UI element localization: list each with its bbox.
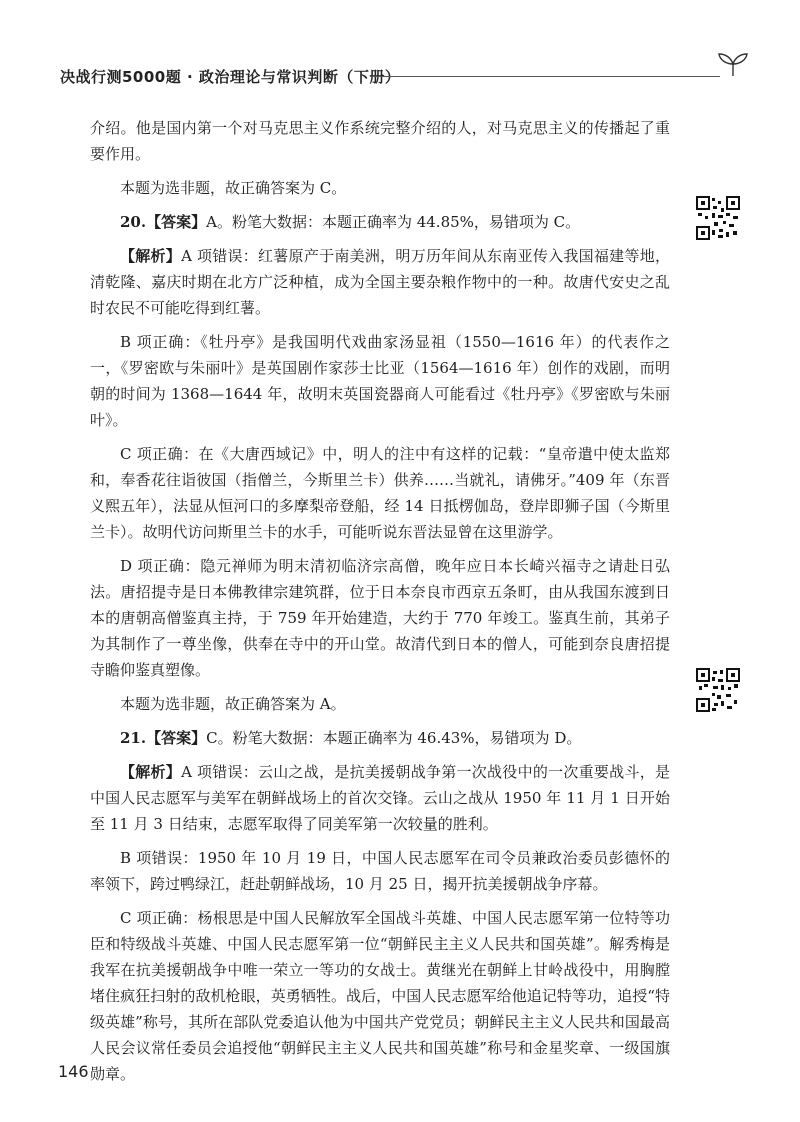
paragraph: C 项正确：在《大唐西域记》中，明人的注中有这样的记载：“皇帝遣中使太监郑和，奉香花往诣彼国（指僧兰，今斯里兰卡）供养……当就礼，请佛牙。”409 年（东晋义熙五年），法显从恒河口的多摩梨帝登船，经 14 日抵楞伽岛，登岸即狮子国（今斯里兰卡）。故明代访问斯里兰卡的水手，可能听说东晋法显曾在这里游学。 xyxy=(90,445,670,541)
paragraph: B 项错误：1950 年 10 月 19 日，中国人民志愿军在司令员兼政治委员彭德怀的率领下，跨过鸭绿江，赶赴朝鲜战场，10 月 25 日，揭开抗美援朝战争序幕。 xyxy=(90,849,670,893)
analysis-20: 【解析】A 项错误：红薯原产于南美洲，明万历年间从东南亚传入我国福建等地，清乾隆、嘉庆时期在北方广泛种植，成为全国主要杂粮作物中的一种。故唐代安史之乱时农民不可能吃得到红薯。 xyxy=(90,247,670,317)
paragraph: C 项正确：杨根思是中国人民解放军全国战斗英雄、中国人民志愿军第一位特等功臣和特级战斗英雄、中国人民志愿军第一位“朝鲜民主主义人民共和国英雄”。解秀梅是我军在抗美援朝战争中唯一荣立一等功的女战士。黄继光在朝鲜上甘岭战役中，用胸膛堵住疯狂扫射的敌机枪眼，英勇牺牲。战后，中国人民志愿军给他追记特等功，追授“特级英雄”称号，其所在部队党委追认他为中国共产党党员；朝鲜民主主义人民共和国最高人民会议常任委员会追授他“朝鲜民主主义人民共和国英雄”称号和金星奖章、一级国旗勋章。 xyxy=(90,909,670,1083)
paragraph: B 项正确：《牡丹亭》是我国明代戏曲家汤显祖（1550—1616 年）的代表作之一，《罗密欧与朱丽叶》是英国剧作家莎士比亚（1564—1616 年）创作的戏剧，而明朝的时间为 1368—1644 年，故明末英国瓷器商人可能看过《牡丹亭》《罗密欧与朱丽叶》。 xyxy=(90,333,670,429)
page-number: 146 xyxy=(58,1062,89,1081)
answer-20: 20.【答案】A。粉笔大数据：本题正确率为 44.85%，易错项为 C。 xyxy=(120,213,581,231)
paragraph: D 项正确：隐元禅师为明末清初临济宗高僧，晚年应日本长崎兴福寺之请赴日弘法。唐招提寺是日本佛教律宗建筑群，位于日本奈良市西京五条町，由从我国东渡到日本的唐朝高僧鉴真主持，于 759 年开始建造，大约于 770 年竣工。鉴真生前，其弟子为其制作了一尊坐像，供奉在寺中的开山堂。故清代到日本的僧人，可能到奈良唐招提寺瞻仰鉴真塑像。 xyxy=(90,557,670,679)
analysis-21: 【解析】A 项错误：云山之战，是抗美援朝战争第一次战役中的一次重要战斗，是中国人民志愿军与美军在朝鲜战场上的首次交锋。云山之战从 1950 年 11 月 1 日开始至 11 月 3 日结束，志愿军取得了同美军第一次较量的胜利。 xyxy=(90,763,670,833)
page-header xyxy=(60,58,750,98)
qr-code-icon[interactable] xyxy=(696,196,740,240)
main-content xyxy=(90,115,670,1095)
paragraph: 本题为选非题，故正确答案为 A。 xyxy=(120,695,346,713)
qr-code-icon[interactable] xyxy=(696,668,740,712)
sprout-leaf-icon xyxy=(716,52,750,78)
header-title: 决战行测5000题 · 政治理论与常识判断（下册） xyxy=(60,68,401,86)
paragraph: 本题为选非题，故正确答案为 C。 xyxy=(120,179,347,197)
header-rule xyxy=(370,76,720,77)
paragraph: 介绍。他是国内第一个对马克思主义作系统完整介绍的人，对马克思主义的传播起了重要作用。 xyxy=(90,119,670,163)
answer-21: 21.【答案】C。粉笔大数据：本题正确率为 46.43%，易错项为 D。 xyxy=(120,729,582,747)
